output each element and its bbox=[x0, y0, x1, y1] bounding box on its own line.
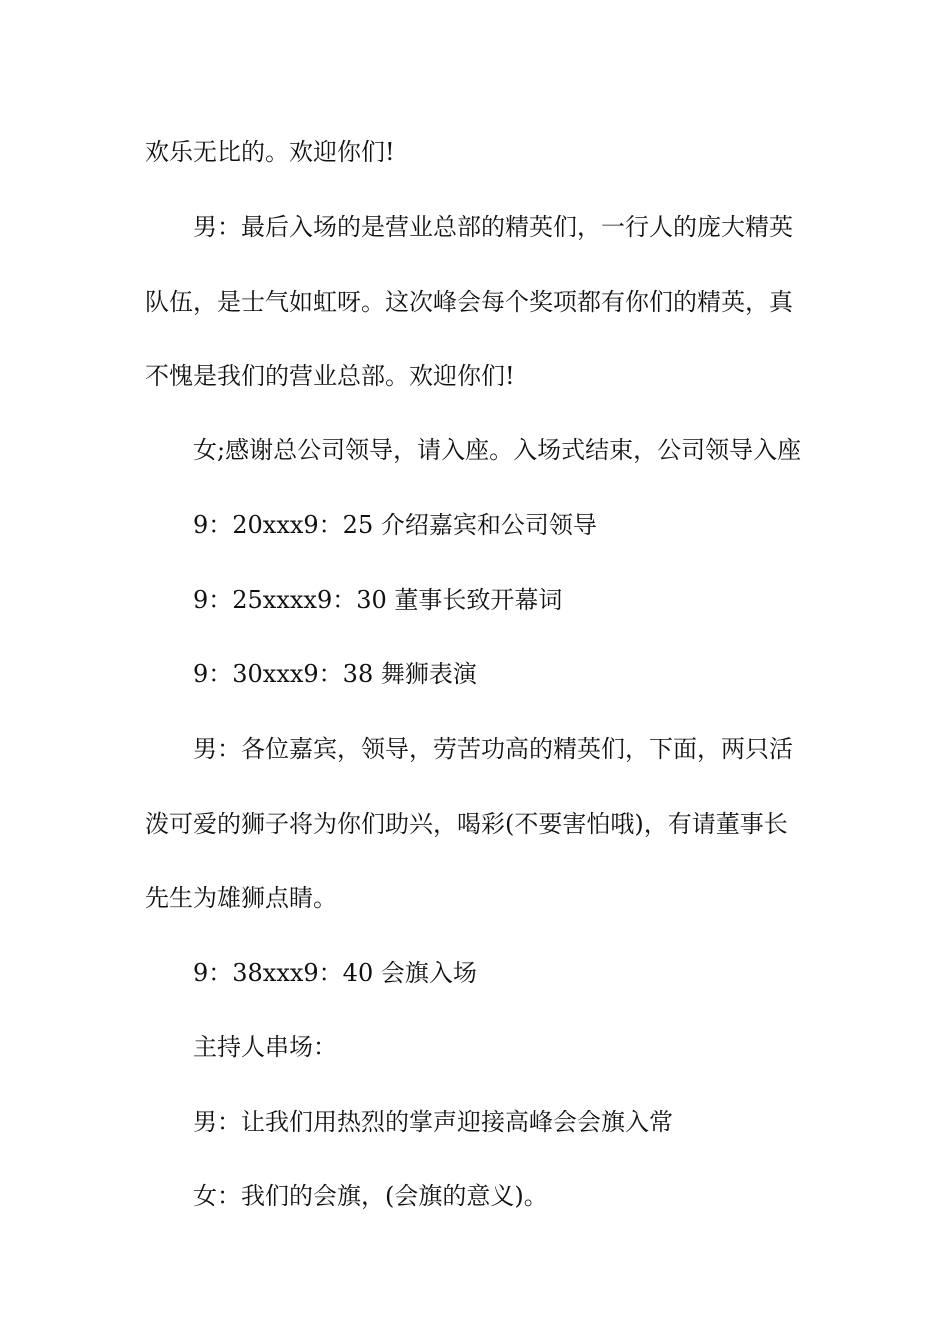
paragraph-line-2: 男：最后入场的是营业总部的精英们，一行人的庞大精英 bbox=[193, 213, 793, 241]
paragraph-line-8: 先生为雄狮点睛。 bbox=[145, 884, 337, 912]
paragraph-line-7: 泼可爱的狮子将为你们助兴，喝彩(不要害怕哦)，有请董事长 bbox=[145, 810, 788, 838]
paragraph-line-11: 女：我们的会旗，(会旗的意义)。 bbox=[193, 1182, 548, 1210]
schedule-line-2: 9：25xxxx9：30 董事长致开幕词 bbox=[193, 586, 563, 614]
schedule-line-1: 9：20xxx9：25 介绍嘉宾和公司领导 bbox=[193, 511, 597, 539]
paragraph-line-1: 欢乐无比的。欢迎你们! bbox=[145, 138, 395, 166]
schedule-line-3: 9：30xxx9：38 舞狮表演 bbox=[193, 660, 477, 688]
schedule-line-4: 9：38xxx9：40 会旗入场 bbox=[193, 959, 477, 987]
paragraph-line-3: 队伍，是士气如虹呀。这次峰会每个奖项都有你们的精英，真 bbox=[145, 288, 793, 316]
paragraph-line-4: 不愧是我们的营业总部。欢迎你们! bbox=[145, 362, 515, 390]
paragraph-line-9: 主持人串场： bbox=[193, 1033, 337, 1061]
paragraph-line-10: 男：让我们用热烈的掌声迎接高峰会会旗入常 bbox=[193, 1108, 673, 1136]
paragraph-line-6: 男：各位嘉宾，领导，劳苦功高的精英们，下面，两只活 bbox=[193, 735, 793, 763]
paragraph-line-5: 女;感谢总公司领导，请入座。入场式结束，公司领导入座 bbox=[193, 436, 802, 464]
